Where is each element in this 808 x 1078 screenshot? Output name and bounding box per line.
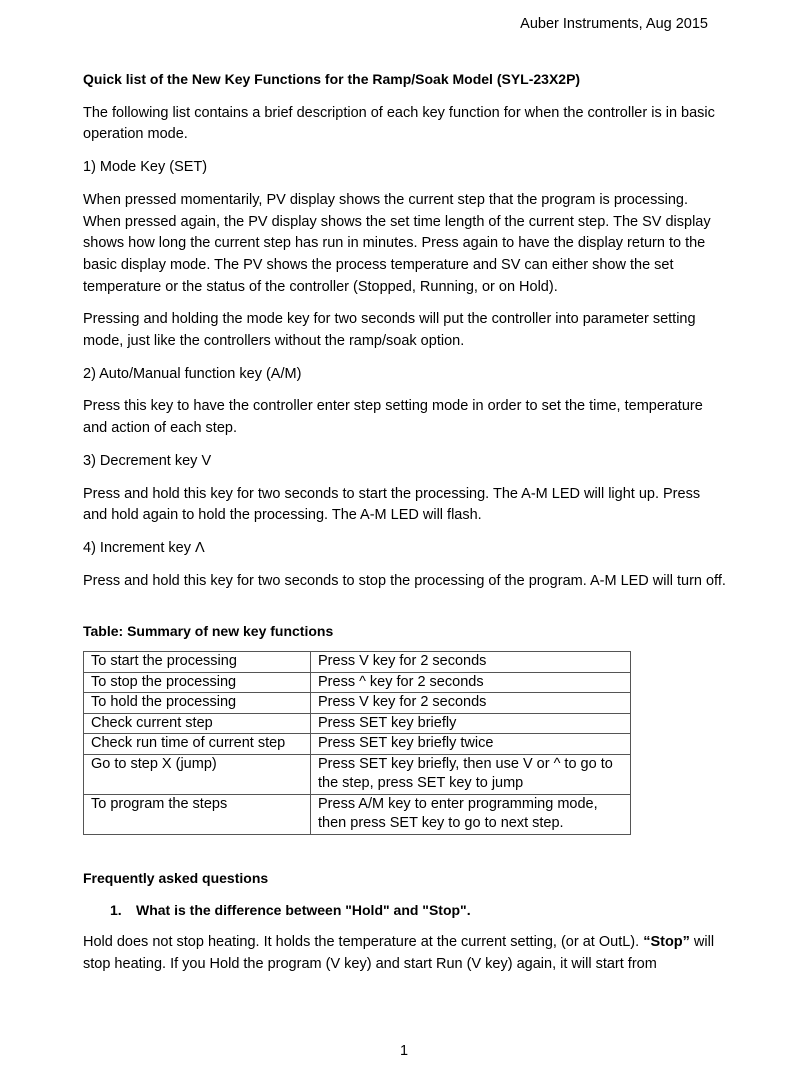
table-cell-action: To program the steps xyxy=(84,794,311,834)
faq-question-number: 1. xyxy=(110,902,122,919)
table-cell-action: To start the processing xyxy=(84,652,311,673)
table-cell-instruction: Press SET key briefly, then use V or ^ to go to the step, press SET key to jump xyxy=(311,754,631,794)
table-cell-action: To stop the processing xyxy=(84,672,311,693)
document-body xyxy=(83,69,728,986)
faq-question xyxy=(83,900,728,922)
table-title: Table: Summary of new key functions xyxy=(83,623,334,640)
table-cell-action: To hold the processing xyxy=(84,693,311,714)
section-paragraph: When pressed momentarily, PV display shows the current step that the program is processing. When pressed again, the PV display shows the set time length of the current step. The SV display shows how long the current step has run in minutes. Press again to have the display return to the basic display mode. The PV shows the process temperature and SV can either show the set temperature or the status of the controller (Stopped, Running, or on Hold). xyxy=(83,191,711,295)
table-cell-action: Check run time of current step xyxy=(84,734,311,755)
faq-answer-emphasis: “Stop” xyxy=(643,933,690,950)
key-functions-table xyxy=(83,651,631,835)
table-cell-instruction: Press V key for 2 seconds xyxy=(311,693,631,714)
table-row xyxy=(84,734,631,755)
faq-answer-text: Hold does not stop heating. It holds the temperature at the current setting, (or at OutL). xyxy=(83,933,644,950)
faq-title: Frequently asked questions xyxy=(83,869,269,886)
section-paragraph: Pressing and holding the mode key for two seconds will put the controller into parameter setting mode, just like the controllers without the ramp/soak option. xyxy=(83,311,696,350)
section-paragraph: Press and hold this key for two seconds to start the processing. The A-M LED will light up. Press and hold again to hold the processing. The A-M LED will flash. xyxy=(83,485,701,524)
table-row xyxy=(84,693,631,714)
section-heading-auto-manual-key: 2) Auto/Manual function key (A/M) xyxy=(83,365,302,382)
table-row xyxy=(84,794,631,834)
table-row xyxy=(84,713,631,734)
table-cell-instruction: Press SET key briefly twice xyxy=(311,734,631,755)
section-heading-increment-key: 4) Increment key Λ xyxy=(83,539,205,556)
page-header: Auber Instruments, Aug 2015 xyxy=(520,16,708,32)
faq-question-text: What is the difference between "Hold" and "Stop". xyxy=(136,902,471,919)
table-cell-instruction: Press SET key briefly xyxy=(311,713,631,734)
table-cell-action: Check current step xyxy=(84,713,311,734)
section-paragraph: Press and hold this key for two seconds to stop the processing of the program. A-M LED will turn off. xyxy=(83,572,726,589)
table-cell-instruction: Press A/M key to enter programming mode, then press SET key to go to next step. xyxy=(311,794,631,834)
table-cell-instruction: Press V key for 2 seconds xyxy=(311,652,631,673)
faq-answer-text-continued: will stop heating. If you Hold the program (V key) and start Run (V key) again, it will start from xyxy=(83,933,715,972)
section-heading-decrement-key: 3) Decrement key V xyxy=(83,452,212,469)
table-row xyxy=(84,754,631,794)
table-cell-instruction: Press ^ key for 2 seconds xyxy=(311,672,631,693)
table-row xyxy=(84,652,631,673)
section-paragraph: Press this key to have the controller enter step setting mode in order to set the time, temperature and action of each step. xyxy=(83,398,703,437)
table-cell-action: Go to step X (jump) xyxy=(84,754,311,794)
page-number: 1 xyxy=(399,1043,409,1059)
table-row xyxy=(84,672,631,693)
document-title: Quick list of the New Key Functions for the Ramp/Soak Model (SYL-23X2P) xyxy=(83,71,581,87)
section-heading-mode-key: 1) Mode Key (SET) xyxy=(83,159,208,176)
intro-paragraph: The following list contains a brief description of each key function for when the controller is in basic operation mode. xyxy=(83,104,715,143)
faq-answer xyxy=(83,932,728,975)
